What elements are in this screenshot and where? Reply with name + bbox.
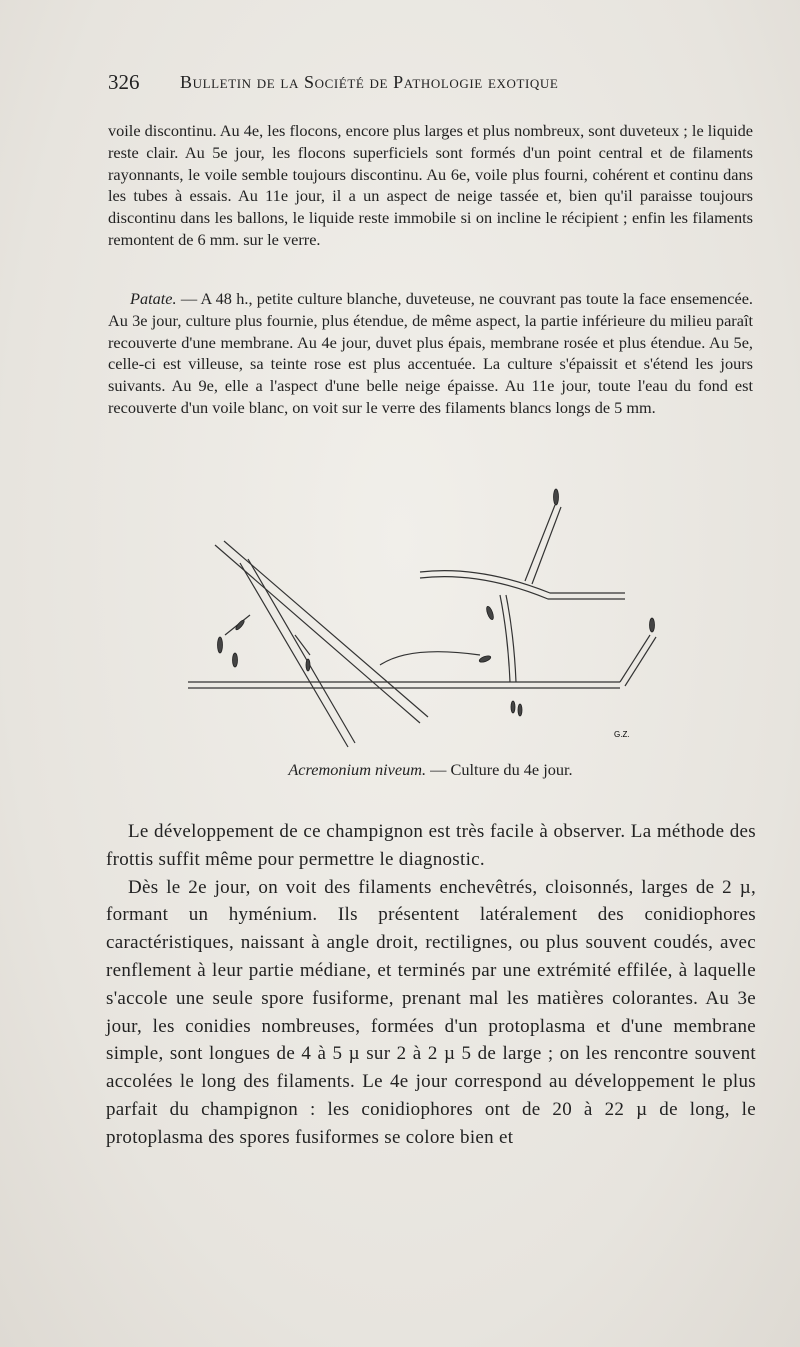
caption-text: — Culture du 4e jour. xyxy=(426,760,573,779)
paragraph-continued xyxy=(108,120,753,251)
spore xyxy=(233,653,238,667)
paragraph-text: Dès le 2e jour, on voit des filaments enchevêtrés, cloisonnés, larges de 2 µ, formant un hyménium. Ils présentent latéralement des conidiophores caractéristiques, naissant à angle droit, rectilignes, ou plus souvent coudés, avec renflement à leur partie médiane, et terminés par une extrémité effilée, à laquelle s'accole une seule spore fusiforme, prenant mal les matières colorantes. Au 3e jour, les conidies nombreuses, formées d'un protoplasma et d'une membrane simple, sont longues de 4 à 5 µ sur 2 à 2 µ 5 de large ; on les rencontre souvent accolées le long des filaments. Le 4e jour correspond au développement le plus parfait du champignon : les conidiophores ont de 20 à 22 µ de long, le protoplasma des spores fusiformes se colore bien et xyxy=(106,876,756,1148)
paragraph-label: Patate. xyxy=(130,289,177,308)
filament-upper-edge xyxy=(420,577,625,599)
main-text xyxy=(106,818,756,1152)
paragraph-patate xyxy=(108,288,753,419)
filament-diagonal-2-edge xyxy=(248,559,355,743)
paragraph-text: voile discontinu. Au 4e, les flocons, encore plus larges et plus nombreux, sont duveteux ; le liquide reste clair. Au 5e jour, les flocons superficiels sont formés d'un point central et de filaments rayonnants, le voile semble toujours discontinu. Au 6e, voile plus fourni, cohérent et continu dans les tubes à essais. Au 11e jour, il a un aspect de neige tassée et, bien qu'il paraisse toujours discontinu dans les ballons, le liquide reste immobile si on incline le récipient ; enfin les filaments remontent de 6 mm. sur le verre. xyxy=(108,121,753,249)
spore xyxy=(554,489,559,505)
conidiophore-right-edge xyxy=(625,637,656,686)
spore xyxy=(235,619,246,631)
paragraph-text: — A 48 h., petite culture blanche, duveteuse, ne couvrant pas toute la face ensemencée. Au 3e jour, culture plus fournie, plus étendue, de même aspect, la partie inférieure du milieu paraît recouverte d'une membrane. Au 4e jour, duvet plus épais, membrane rosée et plus étendue. Au 5e, celle-ci est villeuse, sa teinte rose est plus accentuée. La culture s'épaissit et s'étend les jours suivants. Au 9e, elle a l'aspect d'une belle neige épaisse. Au 11e jour, toute l'eau du fond est recouverte d'un voile blanc, on voit sur le verre des filaments blancs longs de 5 mm. xyxy=(108,289,753,417)
conidiophore-middle-edge xyxy=(506,595,516,682)
running-title: Bulletin de la Société de Pathologie exotique xyxy=(180,72,559,92)
spore xyxy=(218,637,223,653)
conidiophore-upright xyxy=(525,505,555,581)
page-number: 326 xyxy=(108,70,140,94)
conidiophore-upright-edge xyxy=(532,507,561,584)
conidiophore-right xyxy=(620,635,650,682)
paragraph-text: Le développement de ce champignon est très facile à observer. La méthode des frottis suffit même pour permettre le diagnostic. xyxy=(106,821,756,870)
spore xyxy=(479,655,492,664)
filament-diagonal-2 xyxy=(240,563,348,747)
spore xyxy=(518,704,522,716)
spore xyxy=(650,618,655,632)
page-header xyxy=(108,70,758,100)
spore xyxy=(485,606,494,621)
spore xyxy=(306,659,310,671)
spore xyxy=(511,701,515,713)
caption-species: Acremonium niveum. xyxy=(288,760,427,779)
figure-signature: G.Z. xyxy=(614,730,630,739)
figure-illustration xyxy=(180,485,660,760)
figure-caption xyxy=(108,760,753,780)
conidiophore-cross xyxy=(380,652,480,665)
filament-diagonal-edge xyxy=(224,541,428,717)
hyphae-drawing xyxy=(180,485,660,760)
